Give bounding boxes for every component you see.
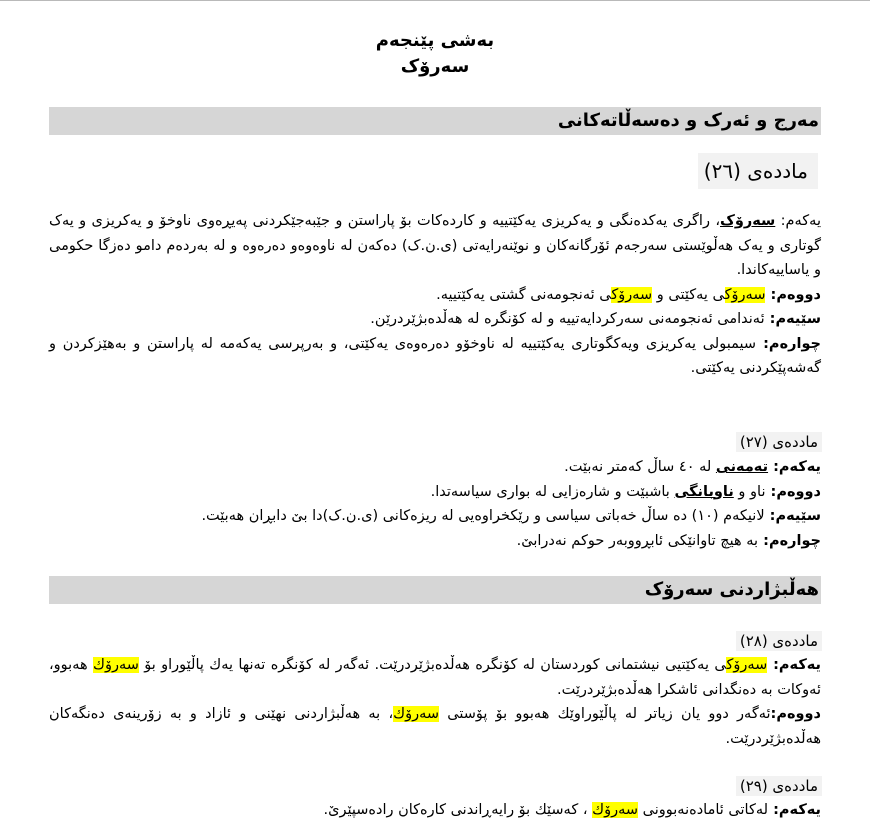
item-label: سێیەم: bbox=[764, 508, 821, 524]
highlighted-term: سەرۆك bbox=[93, 657, 139, 673]
highlighted-term: ناوبانگی bbox=[674, 483, 734, 500]
item-text: لەکاتی ئامادەنەبوونی bbox=[638, 802, 769, 818]
article-27-item-3 bbox=[49, 504, 821, 529]
item-text: ، راگری یەکدەنگی و یەکریزی یەکێتییە و کاردەکات بۆ پاراستن و جێبەجێکردنی پەیڕەوی ناوخۆ و یەکریزی و یەک گوتاری و یەک هەڵوێستی سەرجەم ئۆرگانەکان و نوێنەرایەتی (ی.ن.ک) دەکەن لە ناوەوەو دەرەوە و لە بەردەم دامو دەزگا حکومی و یاساییەکاندا. bbox=[49, 213, 821, 278]
article-27-item-1 bbox=[49, 455, 821, 480]
item-text: بە هیچ تاوانێکی ئابڕووبەر حوکم نەدرابێ. bbox=[516, 532, 759, 549]
chapter-title: بەشی پێنجەم bbox=[375, 30, 495, 51]
highlighted-term: تەمەنی bbox=[715, 459, 769, 475]
item-text: لانیکەم (١٠) دە ساڵ خەباتی سیاسی و رێکخراوەیی لە ریزەکانی (ی.ن.ک)دا بێ دابڕان هەبێت. bbox=[201, 508, 765, 524]
article-29-label: ماددەی (٢٩) bbox=[736, 776, 822, 796]
highlighted-term: سەرۆك bbox=[393, 706, 440, 722]
item-label: دووەم: bbox=[765, 286, 821, 303]
article-27-item-4 bbox=[49, 529, 821, 554]
item-text: هەبوو، ئەوکات بە دەنگدانی ئاشکرا هەڵدەبژێردرێت. bbox=[49, 657, 821, 698]
item-text: سیمبولی یەکریزی ویەکگوتاری یەکێتییە لە ناوخۆو دەرەوەی یەکێتی، و بەرپرسی یەکەمە لە پاراستن و بەهێزکردن و گەشەپێکردنی یەکێتی. bbox=[49, 335, 821, 376]
item-text: ی ئەنجومەنی گشتی یەکێتییە. bbox=[436, 286, 612, 303]
item-label: چوارەم: bbox=[758, 532, 821, 549]
highlighted-term: سەرۆك bbox=[592, 802, 639, 818]
item-label: چوارەم: bbox=[756, 335, 821, 352]
item-label: دووەم: bbox=[765, 483, 821, 500]
item-text: لە ٤٠ ساڵ کەمتر نەبێت. bbox=[564, 459, 716, 475]
article-26-label: ماددەی (٢٦) bbox=[698, 153, 818, 189]
item-text: ی یەکێتی و bbox=[652, 286, 725, 303]
section-heading-election: هەڵبژاردنی سەرۆک bbox=[49, 576, 821, 604]
item-label: دووەم: bbox=[770, 706, 821, 722]
item-text: ناو و bbox=[733, 483, 766, 500]
item-label: یەکەم: bbox=[768, 802, 821, 818]
item-text: باشبێت و شارەزایی لە بواری سیاسەتدا. bbox=[430, 483, 675, 500]
section-heading-conditions: مەرج و ئەرک و دەسەڵاتەکانی bbox=[49, 107, 821, 135]
item-text: ، کەسێك بۆ رایەڕاندنی کارەکان رادەسپێرێ. bbox=[323, 802, 593, 818]
item-label: یەکەم: bbox=[767, 657, 821, 673]
article-28-label: ماددەی (٢٨) bbox=[736, 631, 822, 651]
article-26-item-4 bbox=[49, 332, 821, 381]
article-26-item-2 bbox=[49, 283, 821, 308]
article-26-item-1 bbox=[49, 209, 821, 283]
article-26-item-3 bbox=[49, 307, 821, 332]
item-text: ، بە هەڵبژاردنی نهێنی و ئازاد و بە زۆرینەی دەنگەکان هەڵدەبژێردرێت. bbox=[49, 706, 821, 747]
article-28-item-1 bbox=[49, 653, 821, 702]
item-label: سێیەم: bbox=[764, 311, 821, 327]
chapter-subtitle: سەرۆک bbox=[400, 56, 470, 77]
item-label: یەکەم: bbox=[768, 459, 821, 475]
highlighted-term: سەرۆک bbox=[720, 213, 776, 229]
item-text: ئەندامی ئەنجومەنی سەرکردایەتییە و لە کۆنگرە لە هەڵدەبژێردرێن. bbox=[370, 311, 765, 327]
highlighted-term: سەرۆک bbox=[724, 286, 766, 303]
article-27-item-2 bbox=[49, 480, 821, 505]
article-27-label: ماددەی (٢٧) bbox=[736, 432, 822, 452]
item-text: ی یەکێتیی نیشتمانی کوردستان لە کۆنگرە هەڵدەبژێردرێت. ئەگەر لە کۆنگرە تەنها یەك پاڵێوراو بۆ bbox=[138, 657, 727, 673]
article-27-body bbox=[49, 455, 821, 553]
item-label: یەکەم: bbox=[775, 213, 821, 229]
highlighted-term: سەرۆک bbox=[611, 286, 653, 303]
item-text: ئەگەر دوو یان زیاتر لە پاڵێوراوێك هەبوو بۆ پۆستی bbox=[439, 706, 771, 722]
highlighted-term: سەرۆک bbox=[726, 657, 768, 673]
article-26-body bbox=[49, 209, 821, 381]
article-28-item-2 bbox=[49, 702, 821, 751]
article-28-body bbox=[49, 653, 821, 751]
